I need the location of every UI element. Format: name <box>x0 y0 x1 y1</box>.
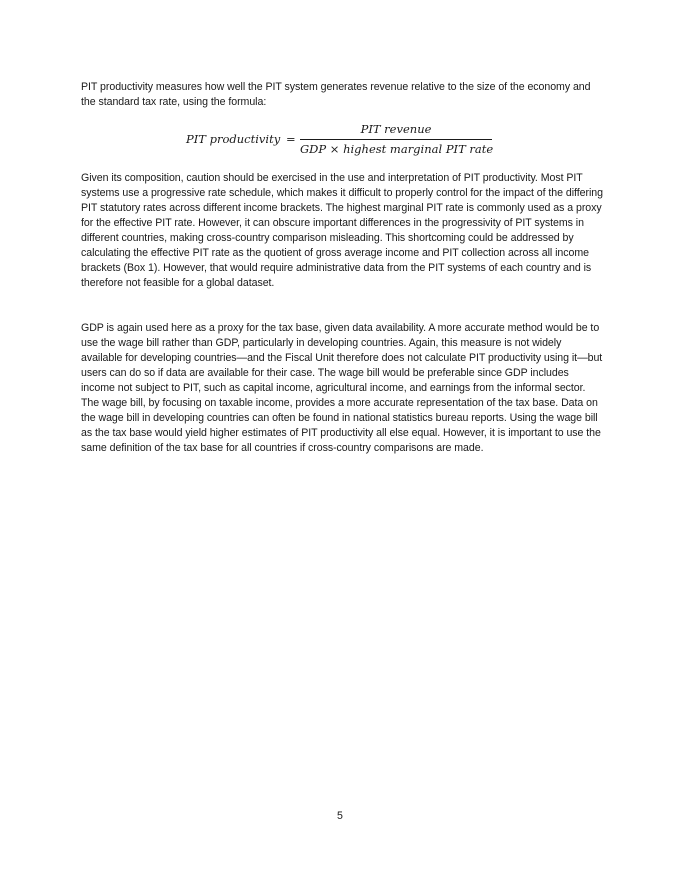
formula-numerator: PIT revenue <box>360 122 432 136</box>
formula-lhs: PIT productivity <box>186 132 281 146</box>
formula-denominator: GDP × highest marginal PIT rate <box>300 142 494 156</box>
tax-base-paragraph: GDP is again used here as a proxy for the tax base, given data availability. A more accurate method would be to use the wage bill rather than GDP, particularly in developing countries. Again, this measure is not widely available for developing countries—and the Fiscal Unit therefore does not calculate PIT productivity using it—but users can do so if data are available for their case. The wage bill would be preferable since GDP includes income not subject to PIT, such as capital income, agricultural income, and earnings from the informal sector. The wage bill, by focusing on taxable income, provides a more accurate representation of the tax base. Data on the wage bill in developing countries can often be found in national statistics bureau reports. Using the wage bill as the tax base would yield higher estimates of PIT productivity all else equal. However, it is important to use the same definition of the tax base for all countries if cross-country comparisons are made. <box>81 322 603 454</box>
intro-paragraph: PIT productivity measures how well the PIT system generates revenue relative to the size of the economy and the standard tax rate, using the formula: <box>81 81 591 108</box>
pit-productivity-formula <box>186 121 496 157</box>
formula-equals: = <box>286 132 296 146</box>
page-number: 5 <box>337 810 343 822</box>
fraction-bar <box>300 139 492 140</box>
formula-fraction <box>300 121 492 157</box>
caution-paragraph: Given its composition, caution should be exercised in the use and interpretation of PIT productivity. Most PIT systems use a progressive rate schedule, which makes it difficult to properly control for the impact of the differing PIT statutory rates across different income brackets. The highest marginal PIT rate is commonly used as a proxy for the effective PIT rate. However, it can obscure important differences in the progressivity of PIT systems in different countries, making cross-country comparison misleading. This shortcoming could be addressed by calculating the effective PIT rate as the quotient of gross average income and PIT collection across all income brackets (Box 1). However, that would require administrative data from the PIT systems of each country and is therefore not feasible for a global dataset. <box>81 172 603 289</box>
